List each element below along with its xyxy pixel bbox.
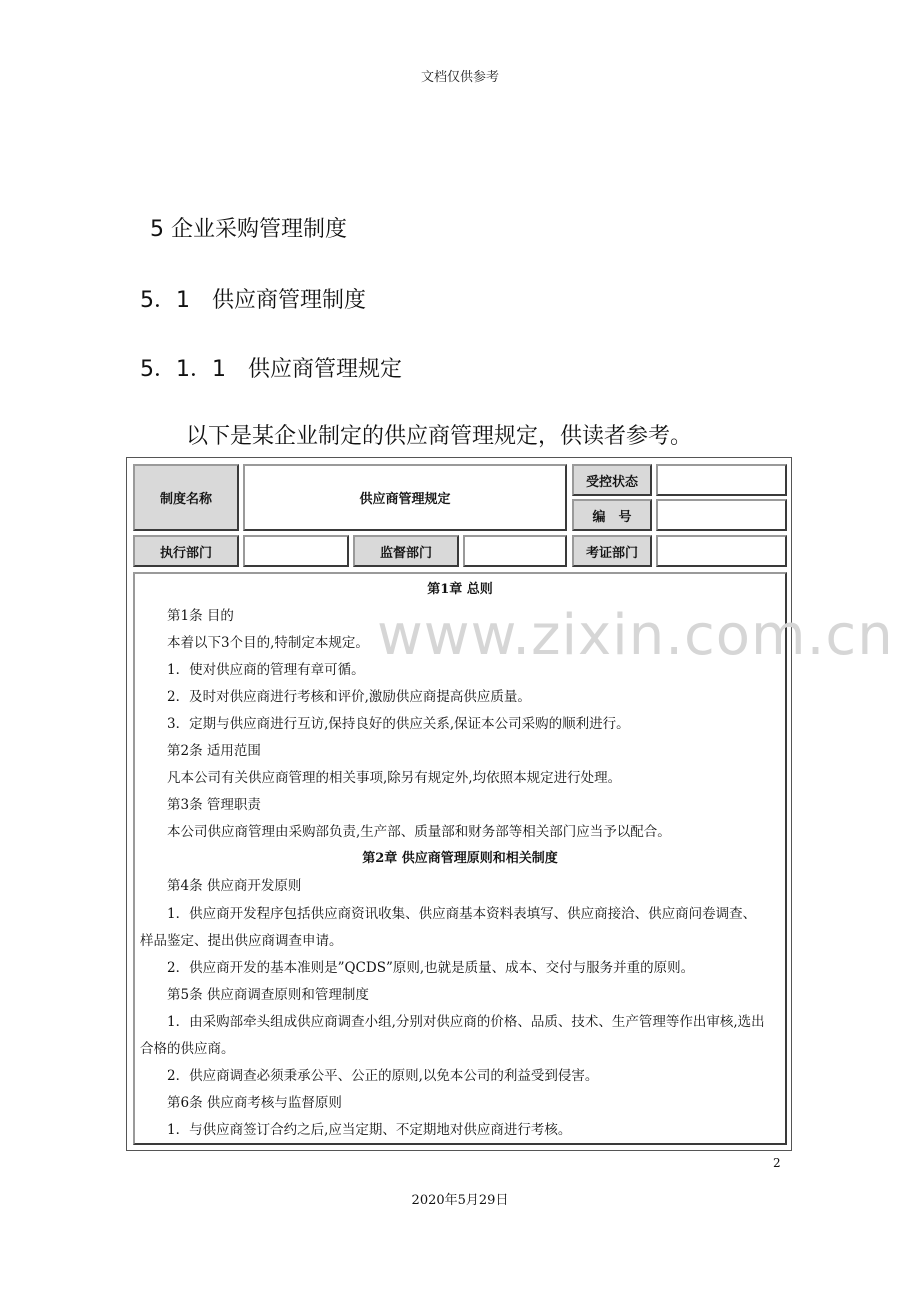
article-5-item-1: 1．由采购部牵头组成供应商调查小组,分别对供应商的价格、品质、技术、生产管理等作出审核,选出 <box>167 1014 765 1030</box>
article-1-item-3: 3．定期与供应商进行互访,保持良好的供应关系,保证本公司采购的顺利进行。 <box>167 716 630 732</box>
article-1-item-2: 2．及时对供应商进行考核和评价,激励供应商提高供应质量。 <box>167 689 531 705</box>
intro-paragraph: 以下是某企业制定的供应商管理规定，供读者参考。 <box>186 424 693 449</box>
heading-subsection: 5．1．1 供应商管理规定 <box>140 357 402 382</box>
label-system-name: 制度名称 <box>133 464 239 531</box>
article-3-text: 本公司供应商管理由采购部负责,生产部、质量部和财务部等相关部门应当予以配合。 <box>167 824 671 840</box>
heading-chapter: 5 企业采购管理制度 <box>150 217 347 242</box>
chapter-2-title: 第2章 供应商管理原则和相关制度 <box>362 851 558 866</box>
value-exec-dept <box>243 535 349 567</box>
value-system-name: 供应商管理规定 <box>243 464 567 531</box>
watermark: www.zixin.com.cn <box>377 603 894 668</box>
value-verify-dept <box>656 535 787 567</box>
label-exec-dept: 执行部门 <box>133 535 239 567</box>
article-2-text: 凡本公司有关供应商管理的相关事项,除另有规定外,均依照本规定进行处理。 <box>167 770 622 786</box>
article-4-item-1-cont: 样品鉴定、提出供应商调查申请。 <box>140 933 343 949</box>
label-verify-dept: 考证部门 <box>572 535 652 567</box>
value-number <box>656 499 787 531</box>
page-number: 2 <box>773 1156 781 1170</box>
value-control-status <box>656 464 787 496</box>
article-1-text: 本着以下3个目的,特制定本规定。 <box>167 635 369 651</box>
label-control-status: 受控状态 <box>572 464 652 496</box>
label-supervise-dept: 监督部门 <box>353 535 459 567</box>
label-number: 编 号 <box>572 499 652 531</box>
article-4-item-2: 2．供应商开发的基本准则是”QCDS”原则,也就是质量、成本、交付与服务并重的原则。 <box>167 960 695 976</box>
article-4-title: 第4条 供应商开发原则 <box>167 878 302 894</box>
article-1-title: 第1条 目的 <box>167 608 234 624</box>
article-5-title: 第5条 供应商调查原则和管理制度 <box>167 987 369 1003</box>
article-2-title: 第2条 适用范围 <box>167 743 261 759</box>
value-supervise-dept <box>463 535 567 567</box>
article-1-item-1: 1．使对供应商的管理有章可循。 <box>167 662 365 678</box>
article-6-title: 第6条 供应商考核与监督原则 <box>167 1095 342 1111</box>
article-5-item-1-cont: 合格的供应商。 <box>140 1041 235 1057</box>
footer-date: 2020年5月29日 <box>411 1193 509 1208</box>
article-4-item-1: 1．供应商开发程序包括供应商资讯收集、供应商基本资料表填写、供应商接洽、供应商问卷调查、 <box>167 906 757 922</box>
article-5-item-2: 2．供应商调查必须秉承公平、公正的原则,以免本公司的利益受到侵害。 <box>167 1068 599 1084</box>
article-6-item-1: 1．与供应商签订合约之后,应当定期、不定期地对供应商进行考核。 <box>167 1122 572 1138</box>
article-3-title: 第3条 管理职责 <box>167 797 261 813</box>
heading-section: 5．1 供应商管理制度 <box>140 288 366 313</box>
header-note: 文档仅供参考 <box>420 70 499 85</box>
chapter-1-title: 第1章 总则 <box>427 582 493 597</box>
